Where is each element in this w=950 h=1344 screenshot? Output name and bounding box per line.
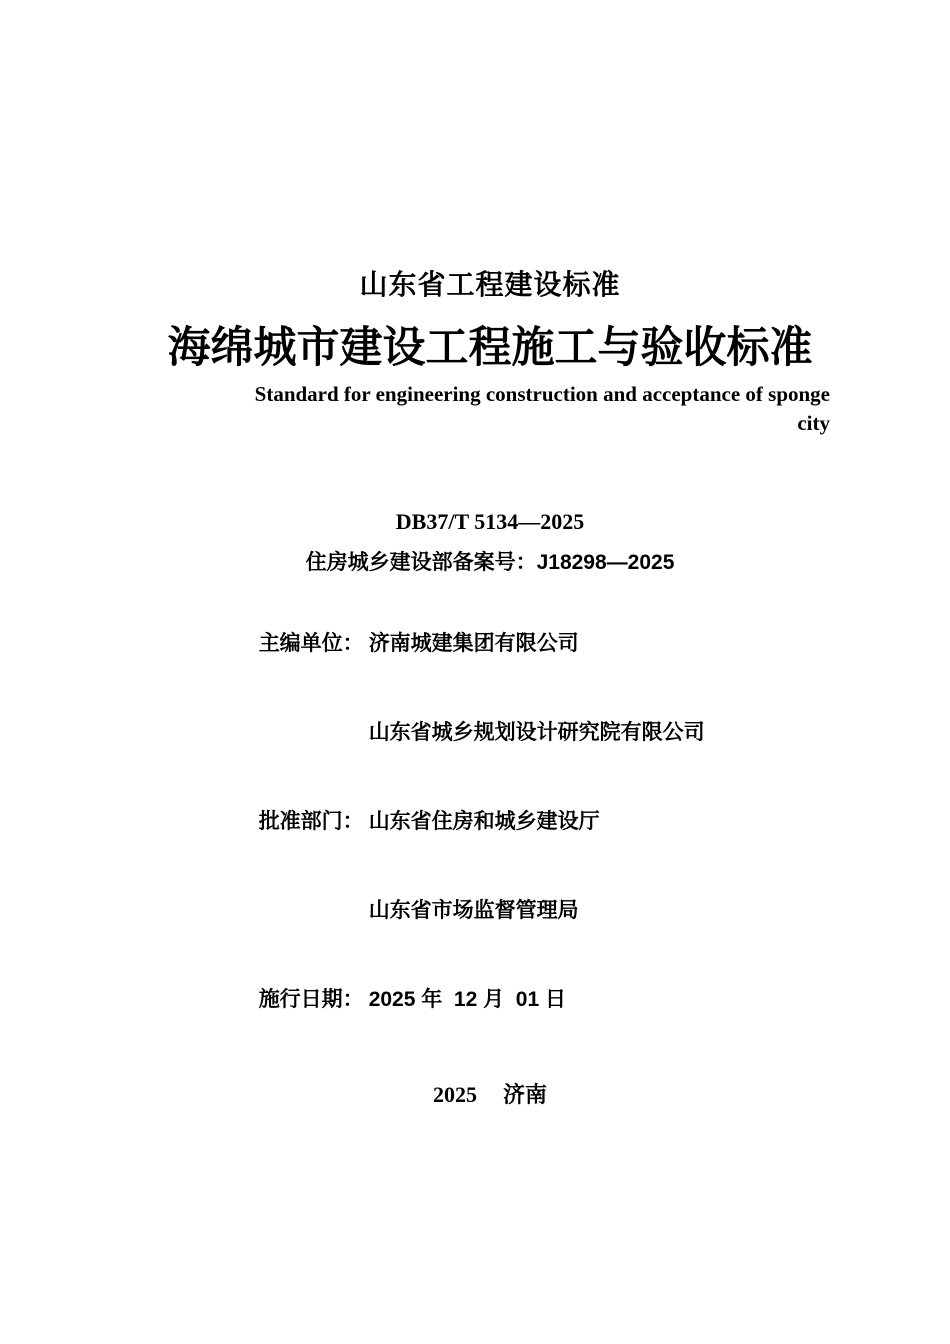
publication-city: 济南 [502,1082,547,1107]
title-english-line-2: city [797,411,830,435]
approval-department-row [212,786,830,858]
record-number-label: 住房城乡建设部备案号： [305,551,537,574]
record-number-value: J18298—2025 [536,551,675,574]
chief-editor-row [212,608,830,680]
approval-department-value-2: 山东省市场监督管理局 [368,899,579,922]
publication-year: 2025 [432,1082,477,1107]
document-title-chinese: 海绵城市建设工程施工与验收标准 [167,324,813,372]
document-title-english [150,380,830,438]
footer-publication-line [150,1083,830,1107]
chief-editor-value-1: 济南城建集团有限公司 [368,632,579,655]
publication-info-block [150,608,830,1036]
cover-content [150,0,830,1107]
implementation-date-value: 2025 年 12 月 01 日 [368,988,566,1011]
chief-editor-row-2 [212,697,830,769]
standard-category-heading: 山东省工程建设标准 [359,269,621,300]
approval-department-label: 批准部门： [258,810,364,833]
record-number-line [150,549,830,576]
chief-editor-label: 主编单位： [258,632,364,655]
approval-department-row-2 [212,875,830,947]
implementation-date-label: 施行日期： [258,988,364,1011]
standard-number: DB37/T 5134—2025 [395,509,585,534]
implementation-date-row [212,964,830,1036]
approval-department-value-1: 山东省住房和城乡建设厅 [368,810,600,833]
title-english-line-1: Standard for engineering construction and acceptance of sponge [254,382,830,406]
chief-editor-value-2: 山东省城乡规划设计研究院有限公司 [368,721,705,744]
